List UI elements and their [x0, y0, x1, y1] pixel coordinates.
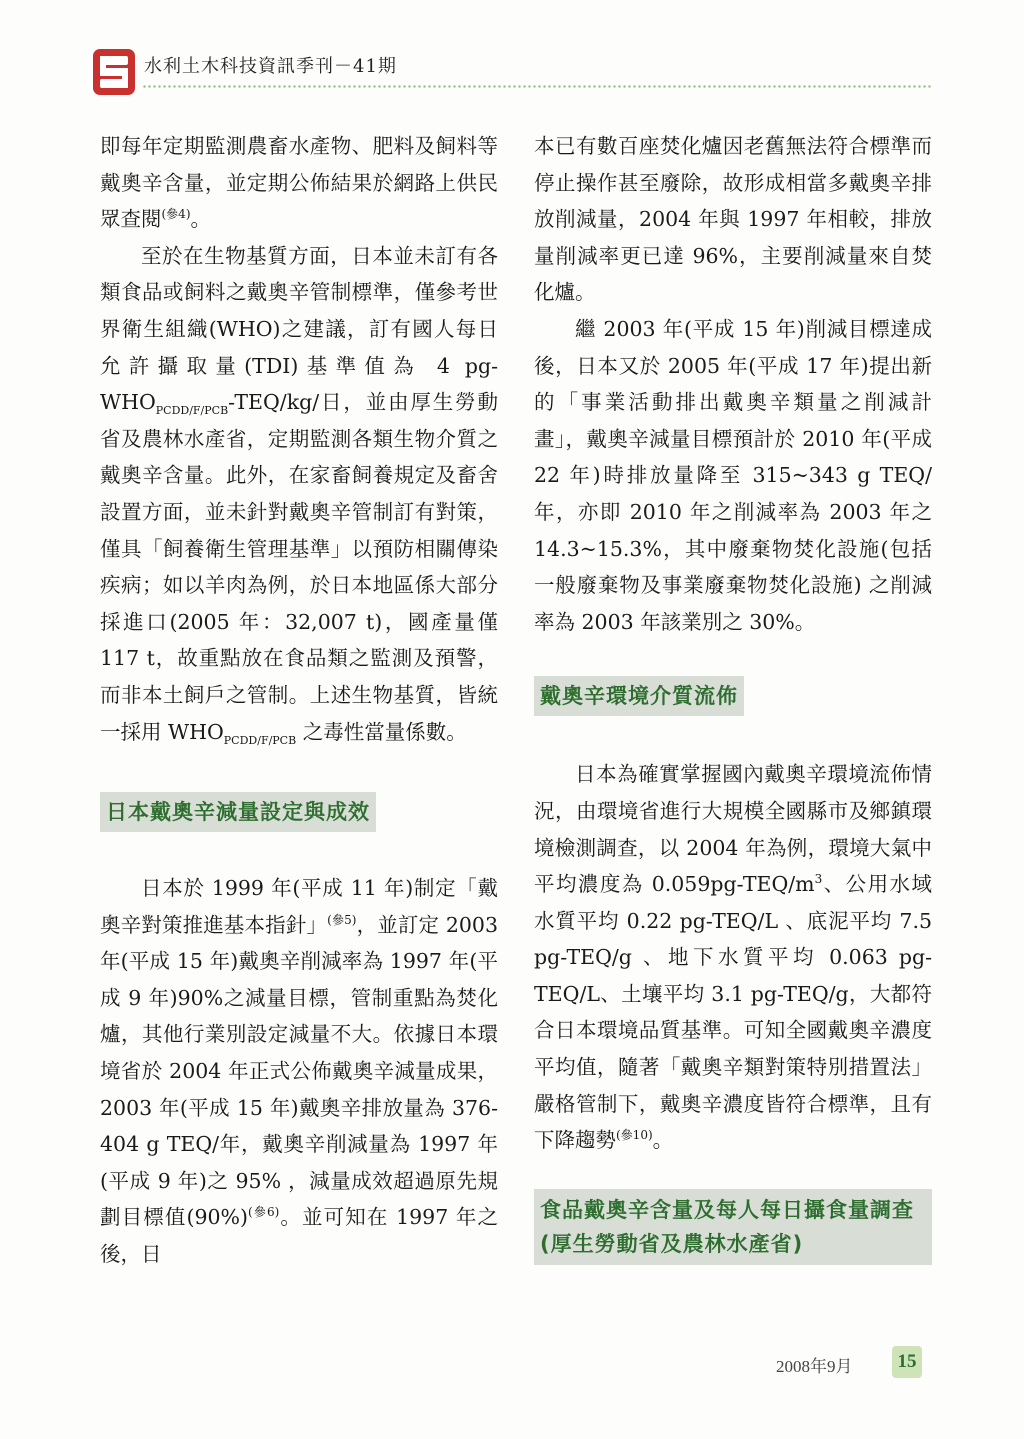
section-heading: 日本戴奧辛減量設定與成效 [100, 792, 376, 832]
header-divider [142, 84, 932, 90]
paragraph: 本已有數百座焚化爐因老舊無法符合標準而停止操作甚至廢除，故形成相當多戴奧辛排放削減量，2004 年與 1997 年相較，排放量削減率更已達 96%，主要削減量來自焚化爐。 [534, 134, 932, 305]
right-column [534, 128, 932, 1265]
paragraph: 繼 2003 年(平成 15 年)削減目標達成後，日本又於 2005 年(平成 17 年)提出新的「事業活動排出戴奧辛類量之削減計畫」，戴奧辛減量目標預計於 2010 年(平成 22 年)時排放量降至 315~343 g TEQ/年，亦即 2010 年之削減率為 2003 年之 14.3~15.3%，其中廢棄物焚化設施(包括一般廢棄物及事業廢棄物焚化設施) 之削減率為 2003 年該業別之 30%。 [534, 316, 932, 634]
reference-mark: (參5) [327, 912, 357, 927]
left-column [100, 128, 498, 1273]
journal-title: 水利土木科技資訊季刊－41期 [144, 56, 397, 77]
reference-mark: (參4) [161, 207, 191, 222]
page-number: 15 [892, 1346, 922, 1378]
page-header [92, 44, 932, 102]
reference-mark: (參6) [248, 1205, 280, 1220]
journal-logo-icon [92, 48, 136, 96]
paragraph: 日本為確實掌握國內戴奧辛環境流佈情況，由環境省進行大規模全國縣市及鄉鎮環境檢測調查，以 2004 年為例，環境大氣中平均濃度為 $0.059pg-TEQ/m^3$、公用水域水質平均 0.22 pg-TEQ/L 、底泥平均 7.5 pg-TEQ/g 、地下水質平均 0.063 pg-TEQ/L、土壤平均 3.1 pg-TEQ/g，大都符合日本環境品質基準。可知全國戴奧辛濃度平均值，隨著「戴奧辛類對策特別措置法」嚴格管制下，戴奧辛濃度皆符合標準，且有下降趨勢$^{(參10)}$。 [534, 762, 933, 1153]
section-heading: 食品戴奧辛含量及每人每日攝食量調查(厚生勞動省及農林水產省) [534, 1189, 932, 1265]
reference-mark: (參10) [616, 1128, 653, 1143]
paragraph: 至於在生物基質方面，日本並未訂有各類食品或飼料之戴奧辛管制標準，僅參考世界衛生組織(WHO)之建議，訂有國人每日允許攝取量(TDI)基準值為 4 $pg-WHO_{PCDD/F/PCB}-TEQ/kg/$日，並由厚生勞動省及農林水產省，定期監測各類生物介質之戴奧辛含量。此外，在家畜飼養規定及畜舍設置方面，並未針對戴奧辛管制訂有對策，僅具「飼養衛生管理基準」以預防相關傳染疾病；如以羊肉為例，於日本地區係大部分採進口(2005 年：32,007 t)，國產量僅 117 t，故重點放在食品類之監測及預警，而非本土飼戶之管制。上述生物基質，皆統一採用 $WHO_{PCDD/F/PCB}$ 之毒性當量係數。 [100, 243, 498, 747]
paragraph: 日本於 1999 年(平成 11 年)制定「戴奧辛對策推進基本指針」$^{(參5)}$，並訂定 2003 年(平成 15 年)戴奧辛削減率為 1997 年(平成 9 年)90%之減量目標，管制重點為焚化爐，其他行業別設定減量不大。依據日本環境省於 2004 年正式公佈戴奧辛減量成果，2003 年(平成 15 年)戴奧辛排放量為 376-404 g TEQ/年，戴奧辛削減量為 1997 年(平成 9 年)之 95% ，減量成效超過原先規劃目標值$(90\%)^{(參6)}$。並可知在 1997 年之後，日 [100, 876, 499, 1267]
section-heading: 戴奧辛環境介質流佈 [534, 676, 744, 716]
issue-date: 2008年9月 [776, 1357, 853, 1376]
paragraph: 即每年定期監測農畜水產物、肥料及飼料等戴奧辛含量，並定期公佈結果於網路上供民眾查閱$^{(參4)}$。 [100, 134, 498, 232]
